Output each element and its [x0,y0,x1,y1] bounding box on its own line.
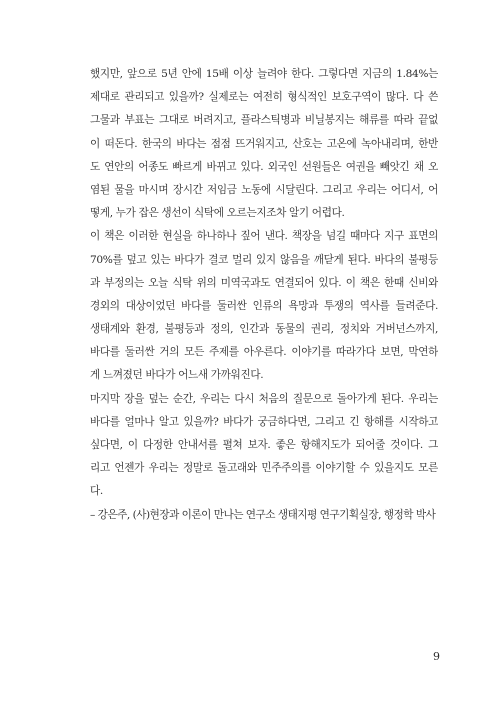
text-line: 70%를 덮고 있는 바다가 결코 멀리 있지 않음을 깨닫게 된다. 바다의 불평등 [90,253,438,266]
text-line: 바다를 얼마나 알고 있을까? 바다가 궁금하다면, 그리고 긴 항해를 시작하고 [90,415,438,428]
text-line: 생태계와 환경, 불평등과 정의, 인간과 동물의 권리, 정치와 거버넌스까지, [90,323,438,336]
text-line: 과 부정의는 오늘 식탁 위의 미역국과도 연결되어 있다. 이 책은 한때 신비와 [90,276,438,289]
text-line: 이 떠돈다. 한국의 바다는 점점 뜨거워지고, 산호는 고온에 녹아내리며, 한반 [90,137,438,150]
text-line: 이 책은 이러한 현실을 하나하나 짚어 낸다. 책장을 넘길 때마다 지구 표면의 [90,230,438,243]
text-line: 게 느껴졌던 바다가 어느새 가까워진다. [90,369,264,382]
paragraph-1 [90,63,438,225]
text-line: 경외의 대상이었던 바다를 둘러싼 인류의 욕망과 투쟁의 역사를 들려준다. [90,299,438,312]
text-line: 제대로 관리되고 있을까? 실제로는 여전히 형식적인 보호구역이 많다. 다 쓴 [90,91,438,104]
text-line: 다. [90,485,103,498]
text-line: 도 연안의 어종도 빠르게 바뀌고 있다. 외국인 선원들은 여권을 빼앗긴 채 오 [90,160,438,173]
body-text [90,63,438,527]
text-line: 마지막 장을 덮는 순간, 우리는 다시 처음의 질문으로 돌아가게 된다. 우리는 [90,392,438,405]
paragraph-3 [90,388,438,504]
text-line: 바다를 둘러싼 거의 모든 주제를 아우른다. 이야기를 따라가다 보면, 막연하 [90,346,438,359]
text-line: 했지만, 앞으로 5년 안에 15배 이상 늘려야 한다. 그렇다면 지금의 1.84%는 [90,68,438,80]
text-line: 싶다면, 이 다정한 안내서를 펼쳐 보자. 좋은 항해지도가 되어줄 것이다. 그 [90,439,438,451]
text-line: 염된 물을 마시며 장시간 저임금 노동에 시달린다. 그리고 우리는 어디서, 어 [90,183,438,196]
paragraph-2 [90,225,438,387]
text-line: 리고 언젠가 우리는 정말로 돌고래와 민주주의를 이야기할 수 있을지도 모른 [90,462,438,475]
text-line: 떻게, 누가 잡은 생선이 식탁에 오르는지조차 알기 어렵다. [90,207,345,220]
page-number: 9 [433,650,440,663]
author-signature: – 강은주, (사)현장과 이론이 만나는 연구소 생태지평 연구기획실장, 행정학 박사 [90,508,436,521]
text-line: 그물과 부표는 그대로 버려지고, 플라스틱병과 비닐봉지는 해류를 따라 끝없 [90,114,438,127]
